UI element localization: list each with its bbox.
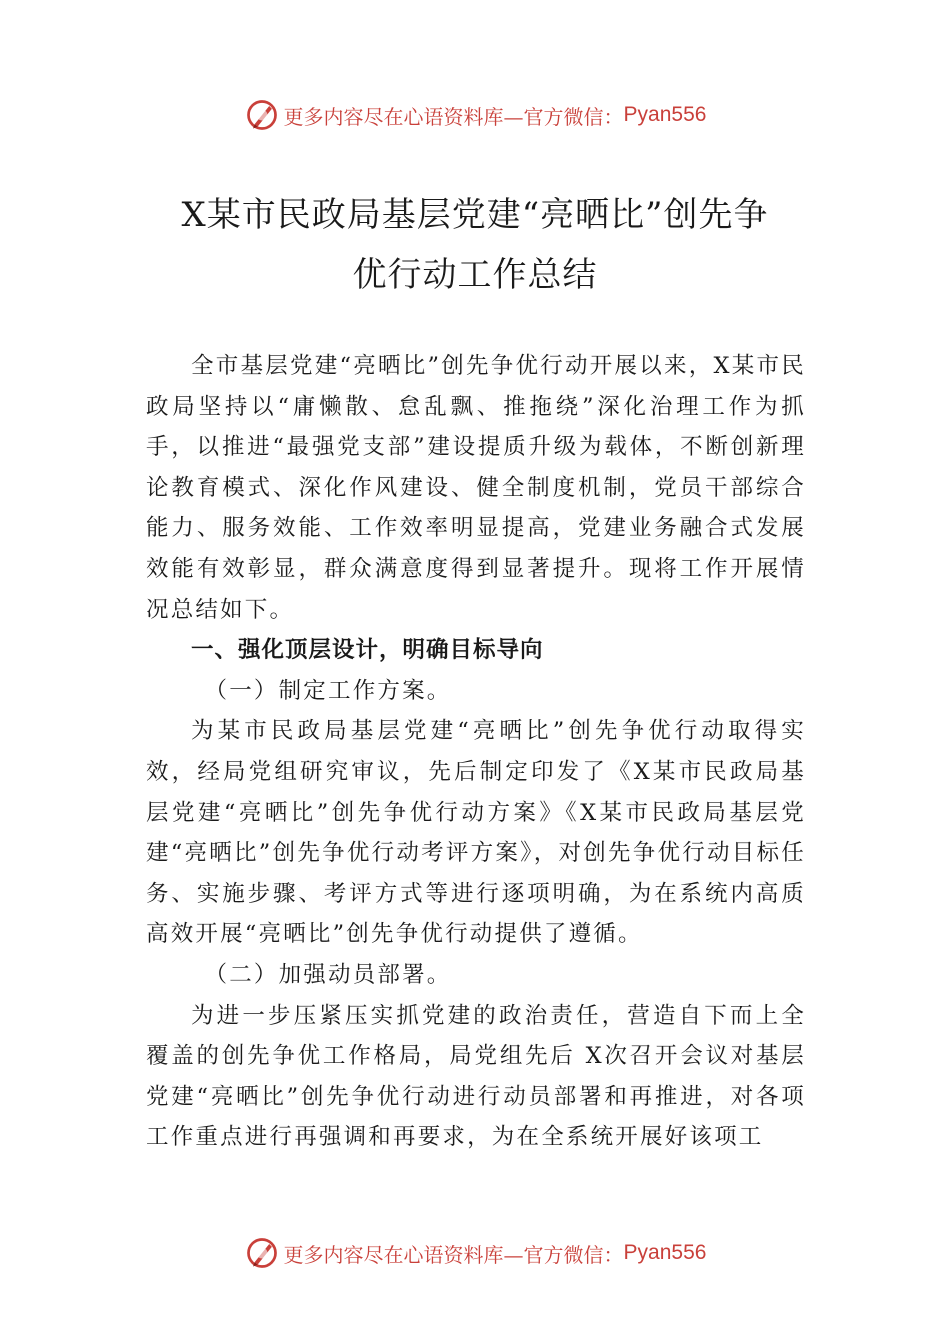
watermark-text: 更多内容尽在心语资料库—官方微信： (283, 1242, 624, 1267)
watermark-wechat-id: Pyan556 (623, 103, 707, 126)
watermark-wechat-id: Pyan556 (623, 1241, 707, 1264)
pen-logo-icon (244, 97, 280, 133)
intro-paragraph: 全市基层党建“亮晒比”创先争优行动开展以来，X某市民政局坚持以“庸懒散、怠乱飘、推拖绕”深化治理工作为抓手，以推进“最强党支部”建设提质升级为载体，不断创新理论教育模式、深化作风建设、健全制度机制，党员干部综合能力、服务效能、工作效率明显提高，党建业务融合式发展效能有效彰显，群众满意度得到显著提升。现将工作开展情况总结如下。 (146, 353, 806, 623)
title-line-1: X某市民政局基层党建“亮晒比”创先争 (181, 195, 769, 235)
pen-logo-icon (244, 1235, 280, 1271)
footer-watermark (0, 1233, 950, 1273)
document-title (100, 185, 850, 305)
header-watermark (0, 95, 950, 135)
subsection-paragraph-1: 为某市民政局基层党建“亮晒比”创先争优行动取得实效，经局党组研究审议，先后制定印发了《X某市民政局基层党建“亮晒比”创先争优行动方案》《X某市民政局基层党建“亮晒比”创先争优行动考评方案》，对创先争优行动目标任务、实施步骤、考评方式等进行逐项明确，为在系统内高质高效开展“亮晒比”创先争优行动提供了遵循。 (146, 718, 806, 948)
subsection-heading-2: （二）加强动员部署。 (204, 961, 452, 988)
document-body (146, 346, 806, 1158)
title-line-2: 优行动工作总结 (352, 255, 598, 295)
subsection-paragraph-2: 为进一步压紧压实抓党建的政治责任，营造自下而上全覆盖的创先争优工作格局，局党组先后 X次召开会议对基层党建“亮晒比”创先争优行动进行动员部署和再推进，对各项工作重点进行再强调和再要求，为在全系统开展好该项工 (146, 1002, 806, 1151)
subsection-heading-1: （一）制定工作方案。 (204, 677, 452, 704)
watermark-text: 更多内容尽在心语资料库—官方微信： (283, 104, 624, 129)
section-heading-1: 一、强化顶层设计，明确目标导向 (191, 637, 544, 664)
